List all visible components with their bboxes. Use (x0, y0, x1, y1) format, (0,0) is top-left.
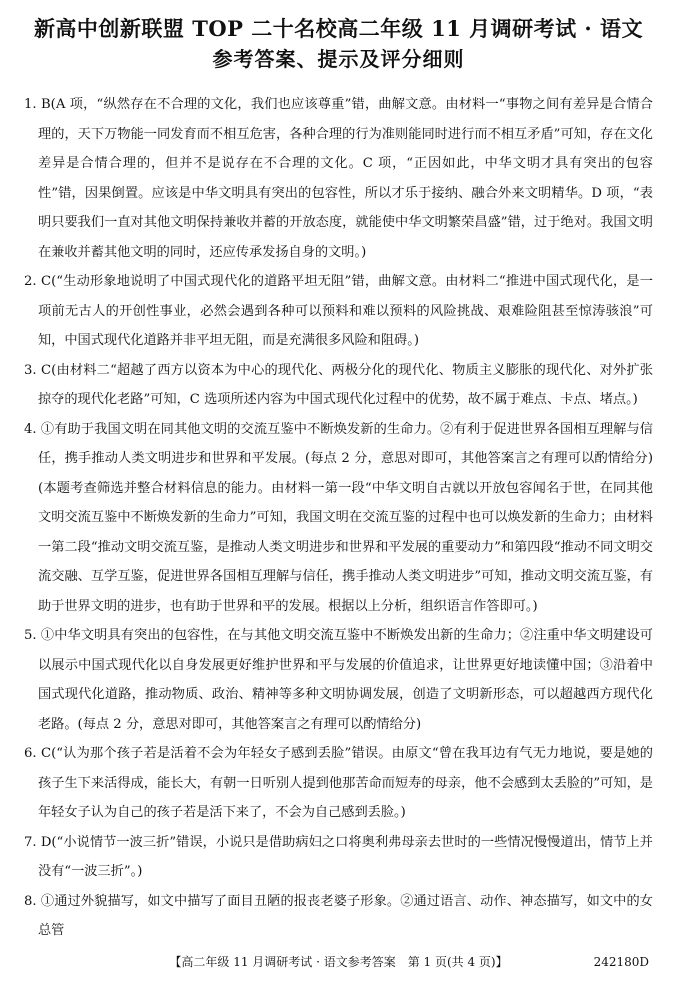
answer-item-6: 6. C(“认为那个孩子若是活着不会为年轻女子感到丢脸”错误。由原文“曾在我耳边有气无力地说，要是她的孩子生下来活得成，能长大，有朝一日听别人提到他那苦命而短寿的母亲，他不会感到太丢脸的”可知，是年轻女子认为自己的孩子若是活下来了，不会为自己感到丢脸。) (24, 746, 653, 820)
page-title: 新高中创新联盟 TOP 二十名校高二年级 11 月调研考试 · 语文 (33, 16, 644, 41)
answer-item-1: 1. B(A 项，“纵然存在不合理的文化，我们也应该尊重”错，曲解文意。由材料一“事物之间有差异是合情合理的，天下万物能一同发育而不相互危害，各种合理的行为准则能同时进行而不相互矛盾”可知，存在文化差异是合情合理的，但并不是说存在不合理的文化。C 项，“正因如此，中华文明才具有突出的包容性”错，因果倒置。应该是中华文明具有突出的包容性，所以才乐于接纳、融合外来文明精华。D 项，“表明只要我们一直对其他文明保持兼收并蓄的开放态度，就能使中华文明繁荣昌盛”错，过于绝对。我国文明在兼收并蓄其他文明的同时，还应传承发扬自身的文明。) (24, 97, 653, 260)
answer-item-4: 4. ①有助于我国文明在同其他文明的交流互鉴中不断焕发新的生命力。②有利于促进世界各国相互理解与信任，携手推动人类文明进步和世界和平发展。(每点 2 分，意思对即可，其他答案言之有理可以酌情给分)(本题考查筛选并整合材料信息的能力。由材料一第一段“中华文明自古就以开放包容闻名于世，在同其他文明交流互鉴中不断焕发新的生命力”可知，我国文明在交流互鉴的过程中也可以焕发新的生命力；由材料一第二段“推动文明交流互鉴，是推动人类文明进步和世界和平发展的重要动力”和第四段“推动不同文明交流交融、互学互鉴，促进世界各国相互理解与信任，携手推动人类文明进步”可知，推动文明交流互鉴，有助于世界文明的进步，也有助于世界和平的发展。根据以上分析，组织语言作答即可。) (24, 421, 653, 614)
footer-paper-code: 242180D (593, 955, 649, 969)
answer-item-7: 7. D(“小说情节一波三折”错误，小说只是借助病妇之口将奥利弗母亲去世时的一些情况慢慢道出，情节上并没有“一波三折”。) (24, 834, 653, 879)
footer-page-info: 【高二年级 11 月调研考试 · 语文参考答案 第 1 页(共 4 页)】 (169, 955, 508, 969)
page-footer (0, 954, 677, 970)
answer-item-2: 2. C(“生动形象地说明了中国式现代化的道路平坦无阻”错，曲解文意。由材料二“推进中国式现代化，是一项前无古人的开创性事业，必然会遇到各种可以预料和难以预料的风险挑战、艰难险阻甚至惊涛骇浪”可知，中国式现代化道路并非平坦无阻，而是充满很多风险和阻碍。) (24, 274, 653, 348)
answer-item-8: 8. ①通过外貌描写，如文中描写了面目丑陋的报丧老婆子形象。②通过语言、动作、神态描写，如文中的女总管 (24, 893, 653, 938)
answer-item-3: 3. C(由材料二“超越了西方以资本为中心的现代化、两极分化的现代化、物质主义膨胀的现代化、对外扩张掠夺的现代化老路”可知，C 选项所述内容为中国式现代化过程中的优势，故不属于难点、卡点、堵点。) (24, 362, 653, 407)
answer-list (24, 90, 653, 946)
answer-item-5: 5. ①中华文明具有突出的包容性，在与其他文明交流互鉴中不断焕发出新的生命力；②注重中华文明建设可以展示中国式现代化以自身发展更好维护世界和平与发展的价值追求，让世界更好地读懂中国；③沿着中国式现代化道路，推动物质、政治、精神等多种文明协调发展，创造了文明新形态，可以超越西方现代化老路。(每点 2 分，意思对即可，其他答案言之有理可以酌情给分) (24, 628, 653, 732)
page-subtitle: 参考答案、提示及评分细则 (212, 47, 465, 71)
